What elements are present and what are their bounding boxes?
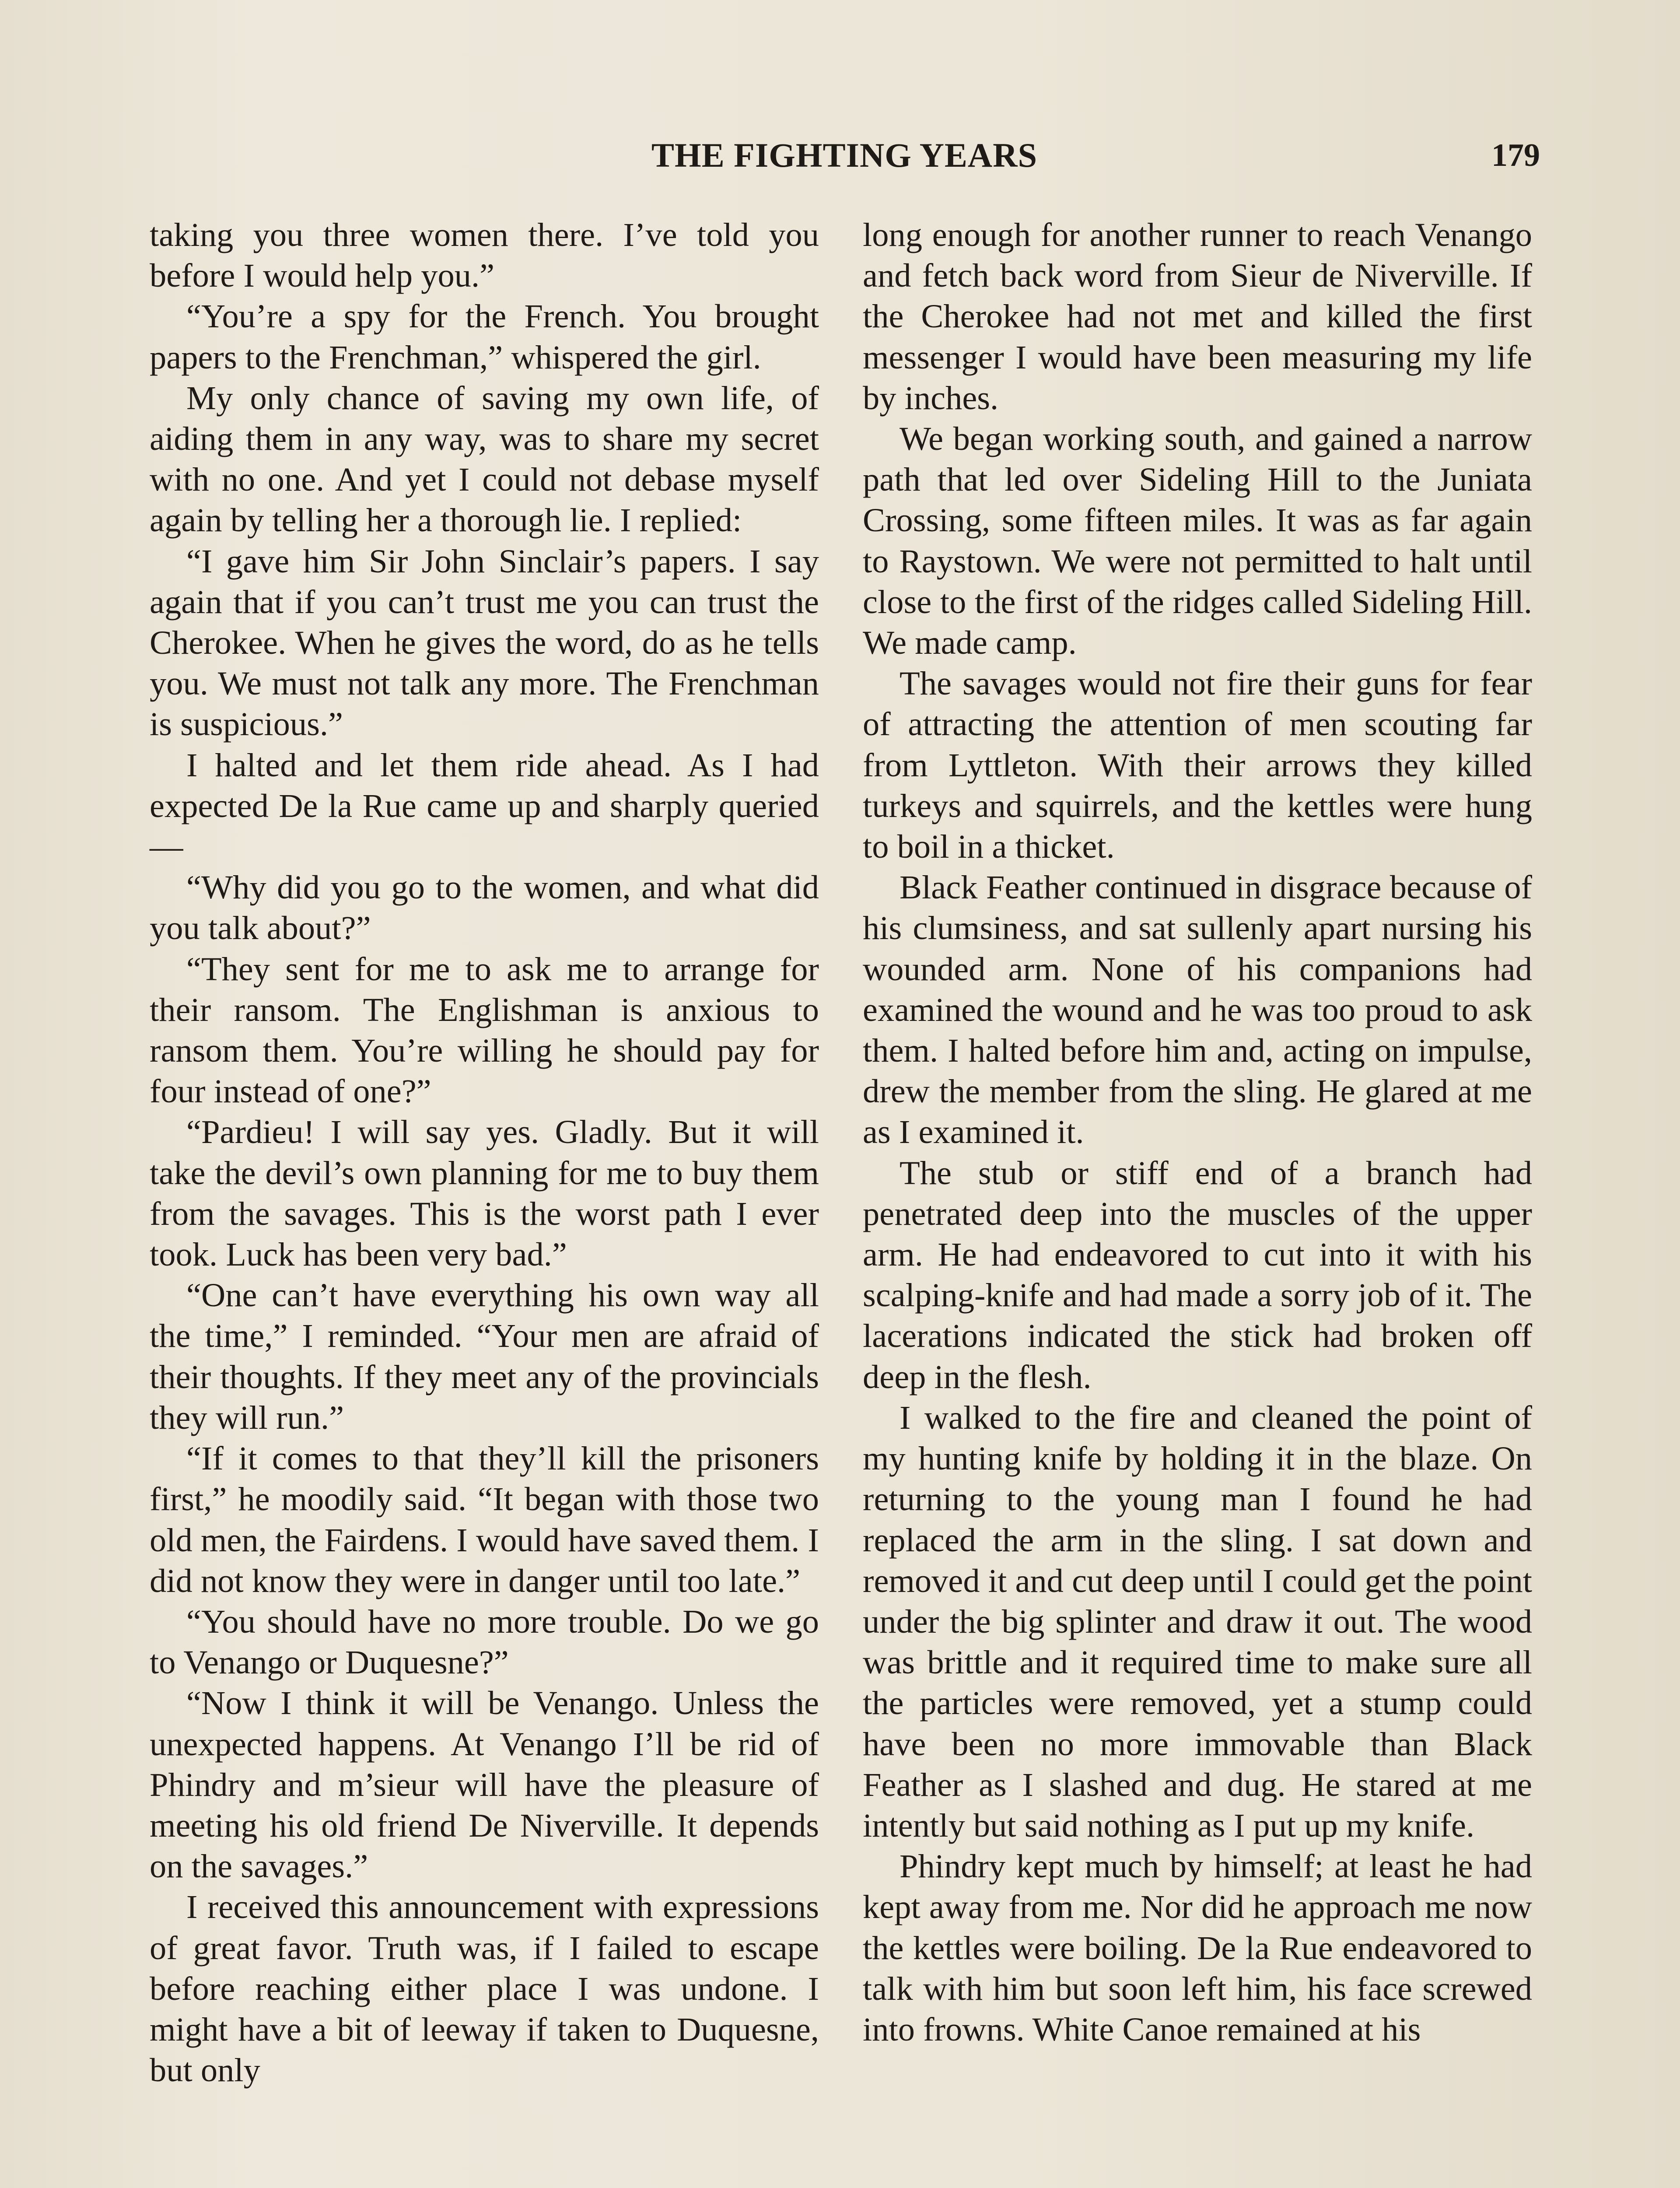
paragraph: I walked to the fire and cleaned the point of my hunting knife by holding it in the blaze. On returning to the young man I found he had replaced the arm in the sling. I sat down and removed it and cut deep until I could get the point under the big splinter and draw it out. The wood was brittle and it required time to make sure all the particles were removed, yet a stump could have been no more immovable than Black Feather as I slashed and dug. He stared at me intently but said nothing as I put up my knife.: [863, 1399, 1532, 1844]
paragraph: We began working south, and gained a narrow path that led over Sideling Hill to the Juniata Crossing, some fifteen miles. It was as far again to Raystown. We were not permitted to halt until close to the first of the ridges called Sideling Hill. We made camp.: [863, 420, 1532, 662]
paragraph: “I gave him Sir John Sinclair’s papers. I say again that if you can’t trust me you can trust the Cherokee. When he gives the word, do as he tells you. We must not talk any more. The Frenchman is suspicious.”: [150, 542, 819, 743]
running-title: THE FIGHTING YEARS: [651, 136, 1037, 174]
paragraph: long enough for another runner to reach Venango and fetch back word from Sieur de Niverville. If the Cherokee had not met and killed the first messenger I would have been measuring my life by inches.: [863, 216, 1532, 417]
paragraph: Phindry kept much by himself; at least he had kept away from me. Nor did he approach me now the kettles were boiling. De la Rue endeavored to talk with him but soon left him, his face screwed into frowns. White Canoe remained at his: [863, 1848, 1532, 2048]
paragraph: The savages would not fire their guns for fear of attracting the attention of men scouting far from Lyttleton. With their arrows they killed turkeys and squirrels, and the kettles were hung to boil in a thicket.: [863, 665, 1532, 866]
paragraph: “One can’t have everything his own way all the time,” I reminded. “Your men are afraid of their thoughts. If they meet any of the provincials they will run.”: [150, 1276, 819, 1436]
paragraph: Black Feather continued in disgrace because of his clumsiness, and sat sullenly apart nursing his wounded arm. None of his companions had examined the wound and he was too proud to ask them. I halted before him and, acting on impulse, drew the member from the sling. He glared at me as I examined it.: [863, 869, 1532, 1151]
paragraph: I halted and let them ride ahead. As I had expected De la Rue came up and sharply queried—: [150, 746, 819, 866]
paragraph: The stub or stiff end of a branch had penetrated deep into the muscles of the upper arm. He had endeavored to cut into it with his scalping-knife and had made a sorry job of it. The lacerations indicated the stick had broken off deep in the flesh.: [863, 1154, 1532, 1396]
paragraph: “You’re a spy for the French. You brought papers to the Frenchman,” whispered the girl.: [150, 298, 819, 376]
paragraph: taking you three women there. I’ve told you before I would help you.”: [150, 216, 819, 295]
paragraph: “They sent for me to ask me to arrange for their ransom. The Englishman is anxious to ransom them. You’re willing he should pay for four instead of one?”: [150, 950, 819, 1110]
paragraph: “Now I think it will be Venango. Unless the unexpected happens. At Venango I’ll be rid of Phindry and m’sieur will have the pleasure of meeting his old friend De Niverville. It depends on the savages.”: [150, 1684, 819, 1885]
page-number: 179: [1491, 137, 1540, 173]
paragraph: “Pardieu! I will say yes. Gladly. But it will take the devil’s own planning for me to buy them from the savages. This is the worst path I ever took. Luck has been very bad.”: [150, 1113, 819, 1273]
right-column: [863, 214, 1532, 2050]
paragraph: My only chance of saving my own life, of aiding them in any way, was to share my secret with no one. And yet I could not debase myself again by telling her a thorough lie. I replied:: [150, 379, 819, 539]
paragraph: “You should have no more trouble. Do we go to Venango or Duquesne?”: [150, 1602, 819, 1681]
paragraph: I received this announcement with expressions of great favor. Truth was, if I failed to escape before reaching either place I was undone. I might have a bit of leeway if taken to Duquesne, but only: [150, 1888, 819, 2089]
page-header: [149, 131, 1540, 179]
paragraph: “If it comes to that they’ll kill the prisoners first,” he moodily said. “It began with those two old men, the Fairdens. I would have saved them. I did not know they were in danger until too late.”: [150, 1440, 819, 1599]
paragraph: “Why did you go to the women, and what did you talk about?”: [150, 869, 819, 947]
left-column: [150, 214, 819, 2090]
